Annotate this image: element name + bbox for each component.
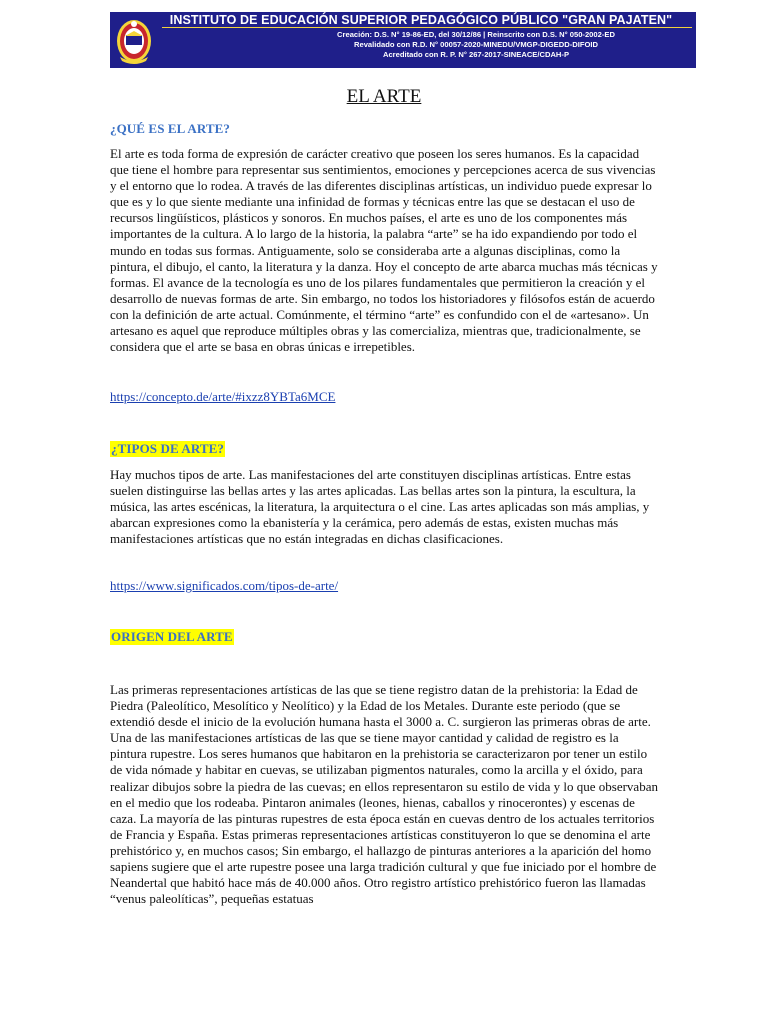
source-link-concepto[interactable]: https://concepto.de/arte/#ixzz8YBTa6MCE (110, 389, 336, 404)
section-heading-tipos-de-arte: ¿TIPOS DE ARTE? (111, 441, 225, 456)
institute-name: INSTITUTO DE EDUCACIÓN SUPERIOR PEDAGÓGICO PÚBLICO "GRAN PAJATEN" (169, 13, 673, 27)
section-body-origen-del-arte: Las primeras representaciones artísticas de las que se tiene registro datan de la prehistoria: la Edad de Piedra (Paleolítico, Mesolítico y Neolítico) y la Edad de los Metales. Durante este periodo (que se extendió desde el inicio de la evolución humana hasta el 3000 a. C. surgieron las primeras obras de arte. Una de las manifestaciones artísticas de las que se tiene mayor cantidad y calidad de registro es la pintura rupestre. Los seres humanos que habitaron en la prehistoria se caracterizaron por tener un estilo de vida nómade y habitar en cuevas, se utilizaban pigmentos naturales, como la arcilla y el óxido, para realizar dibujos sobre la piedra de las cuevas; en ellos representaron su estilo de vida y lo que observaban en el medio que los rodeaba. Pintaron animales (leones, hienas, caballos y rinocerontes) y escenas de caza. La mayoría de las pinturas rupestres de esta época están en cuevas dentro de los actuales territorios de Francia y España. Estas primeras representaciones artísticas constituyeron lo que se denomina el arte prehistórico y, en muchos casos; Sin embargo, el hallazgo de pinturas anteriores a la aparición del homo sapiens sugiere que el arte rupestre posee una larga tradición cultural y que fue iniciado por el hombre de Neandertal que habitó hace más de 40.000 años. Otro registro artístico prehistórico fueron las llamadas “venus paleolíticas”, pequeñas estatuas (110, 682, 658, 907)
banner-divider (162, 27, 692, 28)
document-title: EL ARTE (346, 86, 422, 107)
section-body-tipos-de-arte: Hay muchos tipos de arte. Las manifestaciones del arte constituyen disciplinas artísticas. Entre estas suelen distinguirse las bellas artes y las artes aplicadas. Las bellas artes son la pintura, la escultura, la música, las artes escénicas, la literatura, la arquitectura o el cine. Las artes aplicadas son más amplias, y abarcan expresiones como la ebanistería y la cerámica, pero además de estas, existen muchas más manifestaciones artísticas que no están integradas en dichas clasificaciones. (110, 467, 650, 547)
section-body-que-es-el-arte: El arte es toda forma de expresión de carácter creativo que poseen los seres humanos. Es la capacidad que tiene el hombre para representar sus sentimientos, emociones y percepciones acerca de sus vivencias y el entorno que lo rodea. A través de las diferentes disciplinas artísticas, un individuo puede expresar lo que es y lo que siente mediante una infinidad de formas y técnicas entre las que se destacan el uso de recursos lingüísticos, plásticos y sonoros. En muchos países, el arte es uno de los componentes más importantes de la cultura. A lo largo de la historia, la palabra “arte” se ha ido expandiendo por todo el mundo en todas sus formas. Antiguamente, solo se consideraba arte a algunas disciplinas, como la pintura, el dibujo, el canto, la literatura y la danza. Hoy el concepto de arte abarca muchas más técnicas y formas. El avance de la tecnología es uno de los pilares fundamentales que permitieron la creación y el desarrollo de nuevas formas de arte. Sin embargo, no todos los historiadores y filósofos están de acuerdo con la definición de arte actual. Comúnmente, el término “arte” es confundido con el de «artesano». Un artesano es aquel que reproduce múltiples obras y las comercializa, mientras que, tradicionalmente, se considera que el arte se basa en obras únicas e irrepetibles. (110, 146, 658, 355)
revalidation-resolution: Revalidado con R.D. N° 00057-2020-MINEDU/VMGP-DIGEDD-DIFOID (354, 40, 598, 49)
section-heading-origen-del-arte: ORIGEN DEL ARTE (111, 629, 233, 644)
source-link-significados[interactable]: https://www.significados.com/tipos-de-arte/ (110, 578, 339, 593)
creation-decree: Creación: D.S. N° 19-86-ED, del 30/12/86 | Reinscrito con D.S. N° 050-2002-ED (337, 30, 615, 39)
section-heading-que-es-el-arte: ¿QUÉ ES EL ARTE? (110, 121, 230, 136)
institute-header-banner (110, 12, 696, 68)
accreditation-resolution: Acreditado con R. P. N° 267-2017-SINEACE/CDAH-P (382, 50, 570, 59)
